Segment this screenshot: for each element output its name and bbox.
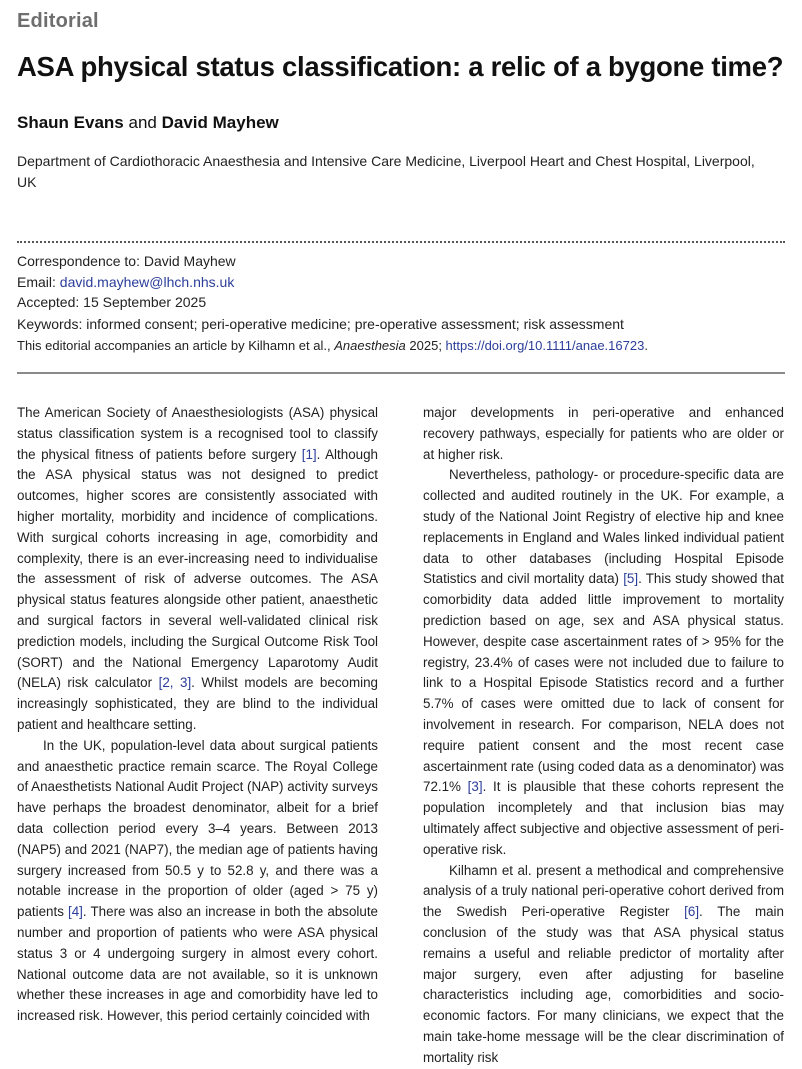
journal-name: Anaesthesia	[334, 338, 406, 353]
paragraph-text: . It is plausible that these cohorts represent the population incompletely and that inclusion bias may ultimately affect subjective and objective assessment of peri-operative risk.	[423, 779, 784, 857]
paragraph-text: . Whilst models are becoming increasingly sophisticated, they are blind to the individual patient and healthcare setting.	[17, 675, 378, 732]
paragraph	[17, 403, 378, 736]
dotted-divider	[17, 241, 785, 243]
paragraph-text: . This study showed that comorbidity data added little improvement to mortality prediction based on age, sex and ASA physical status. However, despite case ascertainment rates of > 95% for the registry, 23.4% of cases were not included due to failure to link to a Hospital Episode Statistics record and a further 5.7% of cases were omitted due to lack of consent for involvement in research. For comparison, NELA does not require patient consent and the most recent case ascertainment rate (using coded data as a denominator) was 72.1%	[423, 571, 785, 795]
paragraph-text: . Although the ASA physical status was not designed to predict outcomes, higher scores are consistently associated with higher mortality, morbidity and incidence of complications. With surgical cohorts increasing in age, comorbidity and complexity, there is an ever-increasing need to individualise the assessment of risk of adverse outcomes. The ASA physical status features alongside other patient, anaesthetic and surgical factors in several well-validated clinical risk prediction models, including the Surgical Outcome Risk Tool (SORT) and the National Emergency Laparotomy Audit (NELA) risk calculator	[17, 446, 378, 691]
header-divider	[17, 372, 785, 374]
accompanying-note	[17, 338, 787, 353]
article-title: ASA physical status classification: a relic of a bygone time?	[17, 51, 784, 82]
paragraph-text: Kilhamn et al. present a methodical and comprehensive analysis of a truly national peri-operative cohort derived from the Swedish Peri-operative Register	[423, 862, 784, 920]
author-name[interactable]: Shaun Evans	[17, 113, 124, 132]
doi-link[interactable]: https://doi.org/10.1111/anae.16723	[445, 338, 645, 353]
keywords: Keywords: informed consent; peri-operative medicine; pre-operative assessment; risk assessment	[17, 316, 624, 332]
citation-link[interactable]: [1]	[301, 446, 317, 462]
author-line	[17, 113, 279, 133]
citation-link[interactable]: [4]	[68, 904, 83, 920]
section-label: Editorial	[17, 10, 99, 32]
accompany-end: .	[644, 338, 648, 353]
affiliation: Department of Cardiothoracic Anaesthesia and Intensive Care Medicine, Liverpool Heart and Chest Hospital, Liverpool, UK	[17, 153, 755, 190]
right-column	[423, 403, 784, 1069]
email-line	[17, 274, 787, 290]
left-column	[17, 403, 378, 1027]
citation-link[interactable]: [6]	[684, 904, 700, 920]
paragraph	[423, 861, 784, 1069]
accompany-year: 2025;	[405, 338, 446, 353]
author-name[interactable]: David Mayhew	[161, 113, 279, 132]
paragraph: major developments in peri-operative and enhanced recovery pathways, especially for patients who are older or at higher risk.	[423, 405, 784, 462]
correspondence: Correspondence to: David Mayhew	[17, 253, 236, 269]
paragraph-text: In the UK, population-level data about surgical patients and anaesthetic practice remain scarce. The Royal College of Anaesthetists National Audit Project (NAP) activity surveys have perhaps the broadest denominator, albeit for a brief data collection period every 3–4 years. Between 2013 (NAP5) and 2021 (NAP7), the median age of patients having surgery increased from 50.5 y to 52.8 y, and there was a notable increase in the proportion of older (aged > 75 y) patients	[17, 737, 378, 920]
paragraph	[423, 465, 784, 860]
paragraph-text: The American Society of Anaesthesiologists (ASA) physical status classification system is a recognised tool to classify the physical fitness of patients before surgery	[17, 405, 378, 462]
citation-link[interactable]: [3]	[467, 779, 483, 795]
citation-link[interactable]: [2, 3]	[158, 675, 192, 691]
paragraph	[17, 736, 378, 1027]
email-link[interactable]: david.mayhew@lhch.nhs.uk	[59, 274, 235, 290]
accepted-date: Accepted: 15 September 2025	[17, 294, 207, 310]
paragraph-text: . There was also an increase in both the absolute number and proportion of patients who were ASA physical status 3 or 4 undergoing surgery in almost every cohort. National outcome data are not available, so it is unknown whether these increases in age and comorbidity have led to increased risk. However, this period certainly coincided with	[17, 904, 378, 1024]
paragraph-text: Nevertheless, pathology- or procedure-specific data are collected and audited routinely in the UK. For example, a study of the National Joint Registry of elective hip and knee replacements in England and Wales linked individual patient data to other databases (including Hospital Episode Statistics and civil mortality data)	[423, 467, 784, 587]
author-conjunction: and	[128, 113, 157, 132]
accompany-text: This editorial accompanies an article by Kilhamn et al.,	[17, 338, 335, 353]
email-label: Email:	[17, 274, 60, 290]
citation-link[interactable]: [5]	[623, 571, 639, 587]
paragraph-text: . The main conclusion of the study was that ASA physical status remains a useful and reliable predictor of mortality after major surgery, even after adjusting for baseline characteristics including age, comorbidities and socio-economic factors. For many clinicians, we expect that the main take-home message will be the clear discrimination of mortality risk	[423, 904, 784, 1065]
